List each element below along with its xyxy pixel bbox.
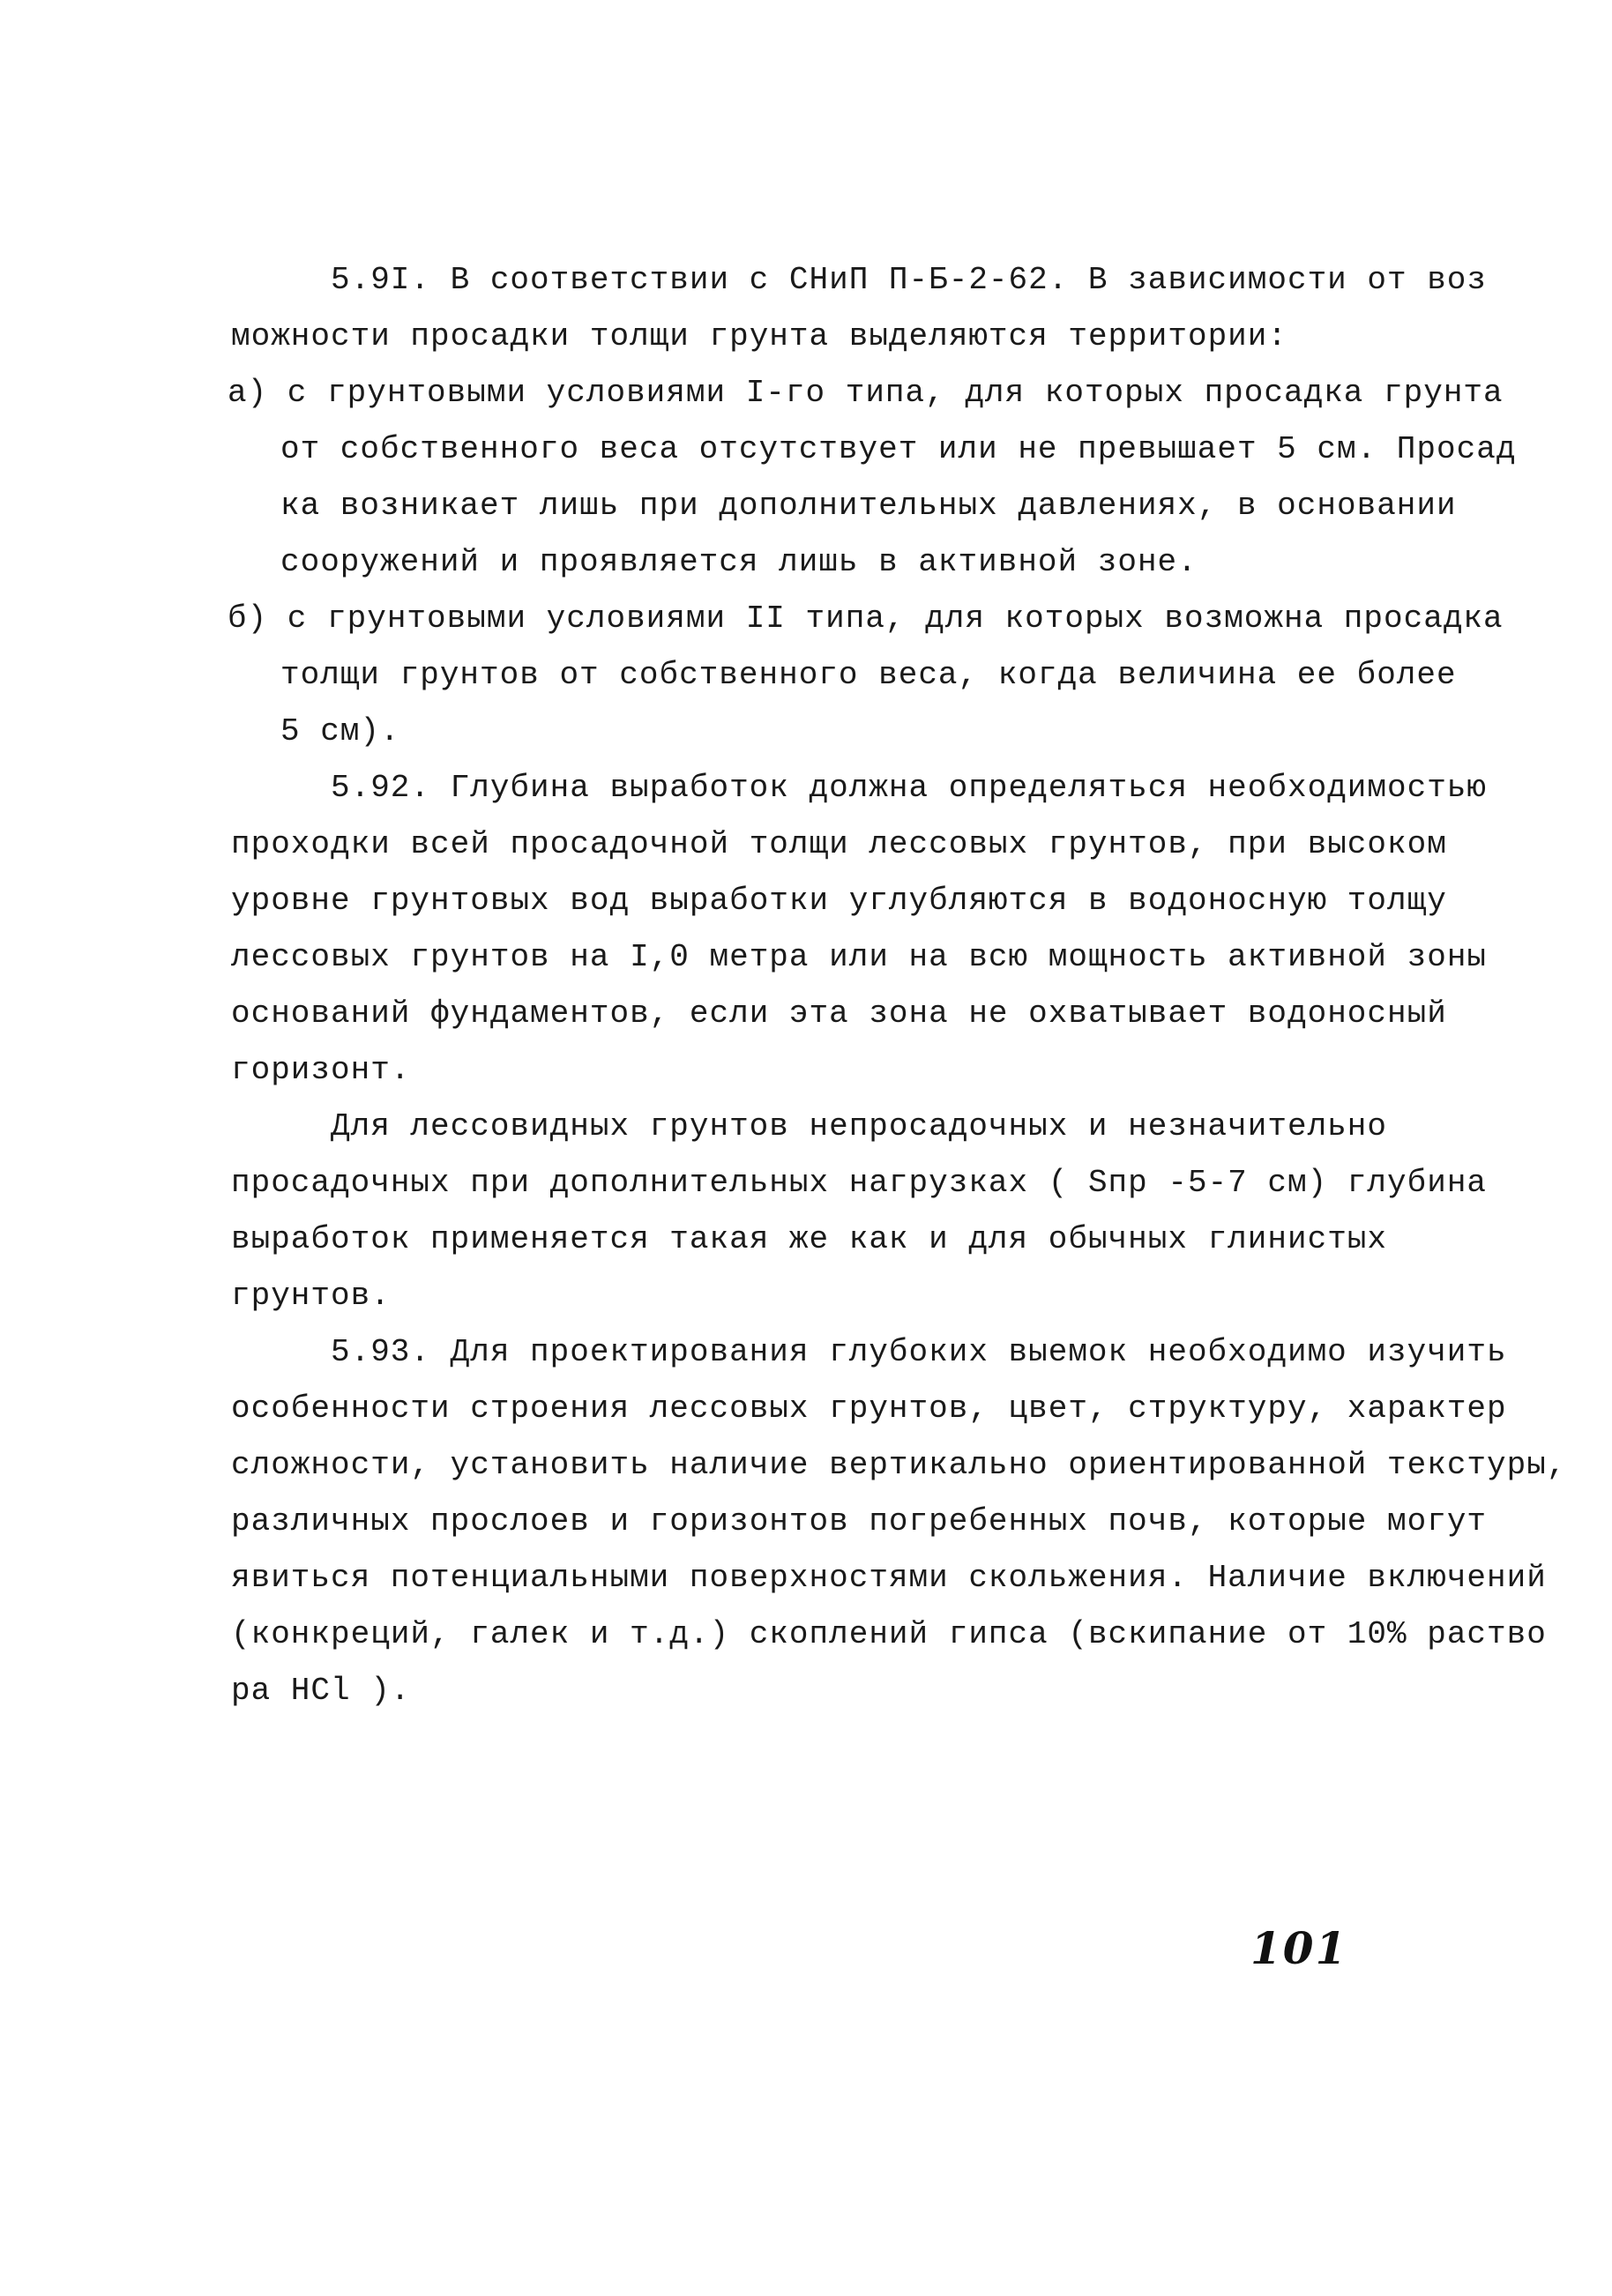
text-line: просадочных при дополнительных нагрузках ( Sпр -5-7 см) глубина bbox=[231, 1165, 1488, 1201]
text-line: 5.93. Для проектирования глубоких выемок необходимо изучить bbox=[331, 1334, 1507, 1370]
text-line: лессовых грунтов на I,0 метра или на всю мощность активной зоны bbox=[231, 939, 1488, 975]
text-line: проходки всей просадочной толщи лессовых грунтов, при высоком bbox=[231, 826, 1447, 862]
text-line: оснований фундаментов, если эта зона не охватывает водоносный bbox=[231, 995, 1447, 1032]
text-line: от собственного веса отсутствует или не превышает 5 см. Просад bbox=[280, 431, 1517, 467]
text-line: можности просадки толщи грунта выделяются территории: bbox=[231, 318, 1287, 354]
text-line: сооружений и проявляется лишь в активной зоне. bbox=[280, 544, 1198, 580]
text-line: Для лессовидных грунтов непросадочных и незначительно bbox=[331, 1108, 1387, 1144]
text-line: 5.92. Глубина выработок должна определяться необходимостью bbox=[331, 770, 1488, 806]
text-line: уровне грунтовых вод выработки углубляются в водоносную толщу bbox=[231, 883, 1447, 919]
text-line: сложности, установить наличие вертикально ориентированной текстуры, bbox=[231, 1447, 1567, 1483]
text-line: (конкреций, галек и т.д.) скоплений гипса (вскипание от 10% раство bbox=[231, 1616, 1547, 1652]
text-line: явиться потенциальными поверхностями скольжения. Наличие включений bbox=[231, 1560, 1547, 1596]
text-line: грунтов. bbox=[231, 1278, 391, 1314]
text-line: толщи грунтов от собственного веса, когда величина ее более bbox=[280, 657, 1457, 693]
text-line: а) с грунтовыми условиями I-го типа, для которых просадка грунта bbox=[228, 375, 1504, 411]
text-line: выработок применяется такая же как и для обычных глинистых bbox=[231, 1221, 1388, 1257]
text-line: б) с грунтовыми условиями II типа, для которых возможна просадка bbox=[228, 600, 1504, 637]
text-line: ра HCl ). bbox=[231, 1673, 411, 1709]
text-line: особенности строения лессовых грунтов, цвет, структуру, характер bbox=[231, 1390, 1507, 1427]
text-line: 5.9I. В соответствии с СНиП П-Б-2-62. В зависимости от воз bbox=[331, 262, 1488, 298]
text-line: различных прослоев и горизонтов погребенных почв, которые могут bbox=[231, 1503, 1488, 1539]
page-number: 101 bbox=[1250, 1922, 1348, 1974]
text-line: горизонт. bbox=[231, 1052, 411, 1088]
text-line: 5 см). bbox=[280, 713, 400, 749]
text-line: ка возникает лишь при дополнительных давлениях, в основании bbox=[280, 488, 1457, 524]
